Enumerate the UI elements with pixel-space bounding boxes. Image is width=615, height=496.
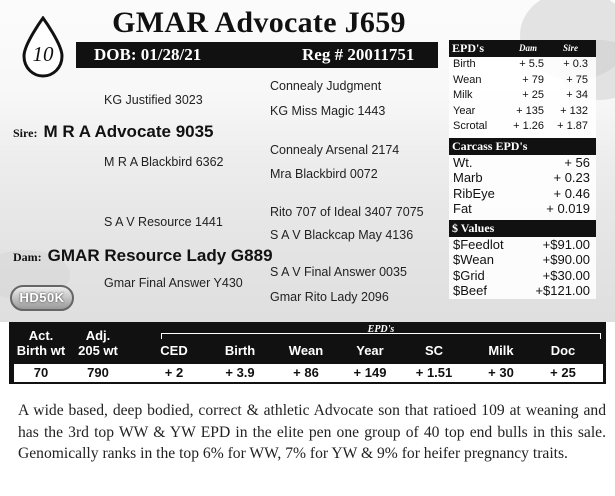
epd-bracket xyxy=(161,333,601,339)
dollar-value-label: $Wean xyxy=(453,252,494,268)
epd-table-value: + 149 xyxy=(353,365,387,380)
parent-epd-row xyxy=(449,73,596,89)
hd50k-badge: HD50K xyxy=(10,285,74,311)
pedigree-sire-sire: KG Justified 3023 xyxy=(104,93,203,107)
sire-epd-value: + 132 xyxy=(560,104,588,117)
epd-values-row xyxy=(14,364,603,382)
epd-table-value: + 25 xyxy=(550,365,576,380)
epd-table-value: 70 xyxy=(33,365,49,380)
parent-epd-row xyxy=(449,119,596,135)
carcass-label: Fat xyxy=(453,201,472,217)
dam-column-label: Dam xyxy=(519,43,537,53)
dollar-value-label: $Beef xyxy=(453,283,487,299)
carcass-header: Carcass EPD's xyxy=(449,138,596,155)
lot-number: 10 xyxy=(32,42,54,66)
carcass-label: Marb xyxy=(453,170,483,186)
epd-table-header: Wean xyxy=(288,343,324,358)
pedigree-ss-dam: KG Miss Magic 1443 xyxy=(270,104,386,118)
sire-name: M R A Advocate 9035 xyxy=(43,122,214,141)
sire-epd-value: + 1.87 xyxy=(557,120,588,133)
pedigree-dd-dam: Gmar Rito Lady 2096 xyxy=(270,290,389,304)
dollar-value-value: +$30.00 xyxy=(542,267,590,283)
epd-table-header: Adj. 205 wt xyxy=(78,328,118,358)
sire-line xyxy=(13,122,214,142)
epd-table-value: 790 xyxy=(87,365,109,380)
sire-label: Sire: xyxy=(13,126,38,140)
parent-epd-row xyxy=(449,57,596,73)
pedigree-ds-sire: Rito 707 of Ideal 3407 7075 xyxy=(270,205,424,219)
carcass-value: + 0.019 xyxy=(546,201,590,217)
parent-epd-rows xyxy=(449,57,596,135)
epd-table-header: CED xyxy=(160,343,188,358)
dollar-value-value: +$90.00 xyxy=(542,252,590,268)
epd-table-label: EPD's xyxy=(367,324,395,335)
pedigree-dd-sire: S A V Final Answer 0035 xyxy=(270,265,407,279)
sire-column-label: Sire xyxy=(563,43,579,53)
carcass-label: Wt. xyxy=(453,154,473,170)
dam-epd-value: + 135 xyxy=(516,104,544,117)
parent-epd-label: Birth xyxy=(453,58,476,70)
sire-epd-value: + 0.3 xyxy=(563,58,588,70)
epd-table-header: Doc xyxy=(550,343,576,358)
parent-epd-row xyxy=(449,88,596,104)
parent-epd-header xyxy=(449,40,596,57)
epd-table-value: + 2 xyxy=(164,365,184,380)
parent-epd-label: Scrotal xyxy=(453,120,488,133)
parent-epd-label: Year xyxy=(453,104,476,117)
values-header: $ Values xyxy=(449,220,596,237)
dollar-value-row xyxy=(449,237,596,253)
parent-epd-title: EPD's xyxy=(452,41,485,55)
sire-epd-value: + 75 xyxy=(566,73,588,86)
dollar-value-value: +$121.00 xyxy=(535,283,590,299)
dollar-value-row xyxy=(449,252,596,268)
value-rows xyxy=(449,237,596,299)
animal-name-title: GMAR Advocate J659 xyxy=(112,6,406,39)
dam-epd-value: + 1.26 xyxy=(513,120,544,133)
sire-epd-value: + 34 xyxy=(566,89,588,102)
dollar-value-row xyxy=(449,268,596,284)
carcass-value: + 0.23 xyxy=(553,170,590,186)
carcass-label: RibEye xyxy=(453,185,495,201)
epd-table-value: + 1.51 xyxy=(415,365,453,380)
epd-table-header: Year xyxy=(356,343,384,358)
dam-line xyxy=(13,246,273,266)
pedigree-sd-dam: Mra Blackbird 0072 xyxy=(270,167,378,181)
pedigree-ss-sire: Connealy Judgment xyxy=(270,79,382,93)
epd-table-header: Milk xyxy=(488,343,514,358)
dob: DOB: 01/28/21 xyxy=(94,45,202,64)
epd-table-header: Birth xyxy=(224,343,256,358)
dollar-value-label: $Grid xyxy=(453,267,485,283)
dollar-value-label: $Feedlot xyxy=(453,236,504,252)
dollar-value-row xyxy=(449,283,596,299)
epd-table xyxy=(9,322,606,384)
dam-name: GMAR Resource Lady G889 xyxy=(47,246,273,265)
epd-table-value: + 3.9 xyxy=(225,365,255,380)
description-text: A wide based, deep bodied, correct & athletic Advocate son that ratioed 109 at weaning and has the 3rd top WW & YW EPD in the elite pen one group of 40 top end bulls in this sale. Genomically ranks in the top 6% for WW, 7% for YW & 9% for heifer pregnancy traits. xyxy=(18,402,606,462)
epd-table-header: SC xyxy=(424,343,444,358)
epd-table-value: + 30 xyxy=(488,365,514,380)
carcass-row xyxy=(449,155,596,171)
epd-table-header: Act. Birth wt xyxy=(16,328,66,358)
parent-epd-label: Wean xyxy=(453,73,482,86)
dam-epd-value: + 79 xyxy=(522,73,544,86)
dam-label: Dam: xyxy=(13,250,42,264)
carcass-rows xyxy=(449,155,596,217)
carcass-row xyxy=(449,201,596,217)
pedigree-dam-sire: S A V Resource 1441 xyxy=(104,215,223,229)
epd-table-value: + 86 xyxy=(293,365,319,380)
pedigree-sire-dam: M R A Blackbird 6362 xyxy=(104,155,224,169)
carcass-row xyxy=(449,170,596,186)
parent-epd-row xyxy=(449,104,596,120)
dam-epd-value: + 25 xyxy=(522,89,544,102)
carcass-value: + 0.46 xyxy=(553,185,590,201)
carcass-row xyxy=(449,186,596,202)
dam-epd-value: + 5.5 xyxy=(519,58,544,70)
parent-epd-label: Milk xyxy=(453,89,473,102)
pedigree-sd-sire: Connealy Arsenal 2174 xyxy=(270,143,400,157)
dob-reg-bar xyxy=(76,42,438,68)
carcass-value: + 56 xyxy=(564,154,590,170)
pedigree-dam-dam: Gmar Final Answer Y430 xyxy=(104,276,243,290)
epd-side-panel xyxy=(449,40,596,299)
registration-number: Reg # 20011751 xyxy=(302,45,415,64)
pedigree-ds-dam: S A V Blackcap May 4136 xyxy=(270,228,414,242)
dollar-value-value: +$91.00 xyxy=(542,236,590,252)
